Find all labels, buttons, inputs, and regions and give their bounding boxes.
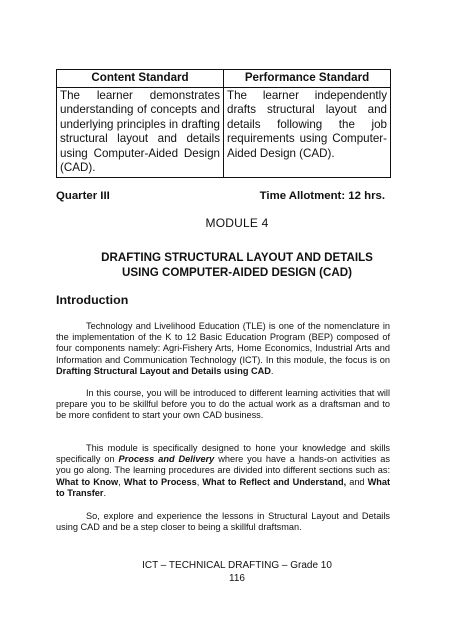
footer-course: ICT – TECHNICAL DRAFTING – Grade 10 — [142, 560, 332, 571]
paragraph-1-text: Technology and Livelihood Education (TLE) is one of the nomenclature in the implementation of the K to 12 Basic Education Program (BEP) composed of four components namely: Agri-Fishery Arts, Home Economics, Industrial Arts and Information and Communication Technology (ICT). In this module, the focus is on — [56, 321, 390, 365]
module-title-line1: DRAFTING STRUCTURAL LAYOUT AND DETAILS — [101, 251, 373, 264]
paragraph-2: In this course, you will be introduced to different learning activities that will prepare you to be skillful before you to do the actual work as a draftsman and to be more confident to start your own CAD business. — [56, 388, 390, 421]
paragraph-4: So, explore and experience the lessons in Structural Layout and Details using CAD and be a step closer to being a skillful draftsman. — [56, 511, 390, 533]
paragraph-3-c: , — [118, 476, 124, 487]
standards-table — [56, 69, 391, 178]
page-number: 116 — [229, 572, 245, 584]
performance-standard-cell: The learner independently drafts structural layout and details following the job requirements using Computer-Aided Design (CAD). — [224, 87, 391, 177]
module-title-line2: USING COMPUTER-AIDED DESIGN (CAD) — [122, 266, 352, 279]
paragraph-3-e: and — [346, 476, 368, 487]
quarter-label: Quarter III — [56, 190, 110, 202]
module-title — [60, 250, 414, 280]
paragraph-1-bold: Drafting Structural Layout and Details using CAD — [56, 365, 271, 376]
paragraph-3 — [56, 443, 390, 499]
paragraph-3-f: . — [103, 487, 107, 498]
table-row — [57, 87, 391, 177]
paragraph-3-emphasis: Process and Delivery — [118, 454, 215, 465]
section-what-to-reflect: What to Reflect and Understand, — [202, 476, 347, 487]
section-what-to-transfer: What to Transfer — [56, 476, 391, 498]
paragraph-3-b: where you have a hands-on activities as you go along. The learning procedures are divided into different sections such as: — [56, 454, 390, 476]
content-standard-header: Content Standard — [57, 70, 224, 88]
paragraph-3-a: This module is specifically designed to hone your knowledge and skills specifically on — [56, 443, 390, 465]
section-what-to-know: What to Know — [56, 476, 119, 487]
time-allotment: Time Allotment: 12 hrs. — [259, 190, 385, 202]
page-footer — [0, 560, 474, 585]
table-header-row — [57, 70, 391, 88]
paragraph-3-d: , — [196, 476, 203, 487]
module-heading: MODULE 4 — [205, 216, 269, 230]
section-what-to-process: What to Process — [123, 476, 197, 487]
performance-standard-header: Performance Standard — [224, 70, 391, 88]
introduction-heading: Introduction — [56, 293, 129, 307]
content-standard-cell: The learner demonstrates understanding of concepts and underlying principles in drafting structural layout and details using Computer-Aided Design (CAD). — [57, 87, 224, 177]
paragraph-1-end: . — [270, 365, 274, 376]
paragraph-1 — [56, 321, 390, 377]
